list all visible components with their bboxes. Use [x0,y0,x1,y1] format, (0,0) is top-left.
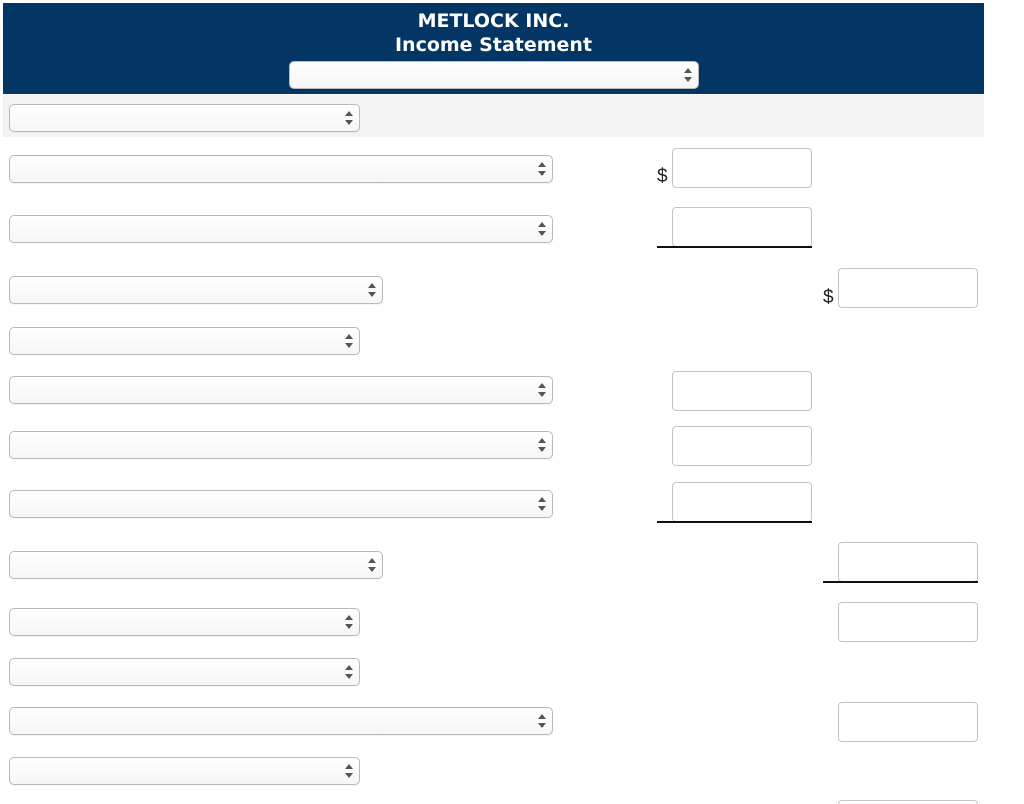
line-item-select-7[interactable] [9,431,553,459]
subtotal-underline [823,581,978,583]
dollar-sign: $ [657,166,668,187]
amount-input-2[interactable] [672,148,812,188]
line-item-select-13[interactable] [9,757,360,785]
select-arrows-icon [344,614,354,630]
select-arrows-icon [537,713,547,729]
select-arrows-icon [537,382,547,398]
select-arrows-icon [344,664,354,680]
line-item-select-6[interactable] [9,376,553,404]
statement-header [3,3,984,94]
amount-input-12[interactable] [838,702,978,742]
amount-input-7[interactable] [672,426,812,466]
amount-input-6[interactable] [672,371,812,411]
select-arrows-icon [344,333,354,349]
statement-title: Income Statement [394,34,593,56]
dollar-sign: $ [823,287,834,308]
amount-input-8[interactable] [672,482,812,522]
line-item-select-1[interactable] [9,104,360,132]
line-item-select-9[interactable] [9,551,383,579]
select-arrows-icon [367,557,377,573]
amount-input-4[interactable] [838,268,978,308]
line-item-select-12[interactable] [9,707,553,735]
select-arrows-icon [344,110,354,126]
amount-input-13-partial[interactable] [838,800,978,804]
select-arrows-icon [537,437,547,453]
line-item-select-3[interactable] [9,215,553,243]
select-arrows-icon [537,496,547,512]
company-name: METLOCK INC. [417,10,570,32]
line-item-select-5[interactable] [9,327,360,355]
line-item-select-10[interactable] [9,608,360,636]
select-arrows-icon [537,221,547,237]
subtotal-underline [657,246,812,248]
line-item-select-11[interactable] [9,658,360,686]
select-arrows-icon [367,282,377,298]
select-arrows-icon [344,763,354,779]
line-item-select-2[interactable] [9,155,553,183]
line-item-select-4[interactable] [9,276,383,304]
period-select[interactable] [289,61,699,89]
select-arrows-icon [537,161,547,177]
subtotal-underline [657,521,812,523]
amount-input-3[interactable] [672,207,812,247]
amount-input-9[interactable] [838,542,978,582]
select-arrows-icon [683,67,693,83]
line-item-select-8[interactable] [9,490,553,518]
amount-input-10[interactable] [838,602,978,642]
